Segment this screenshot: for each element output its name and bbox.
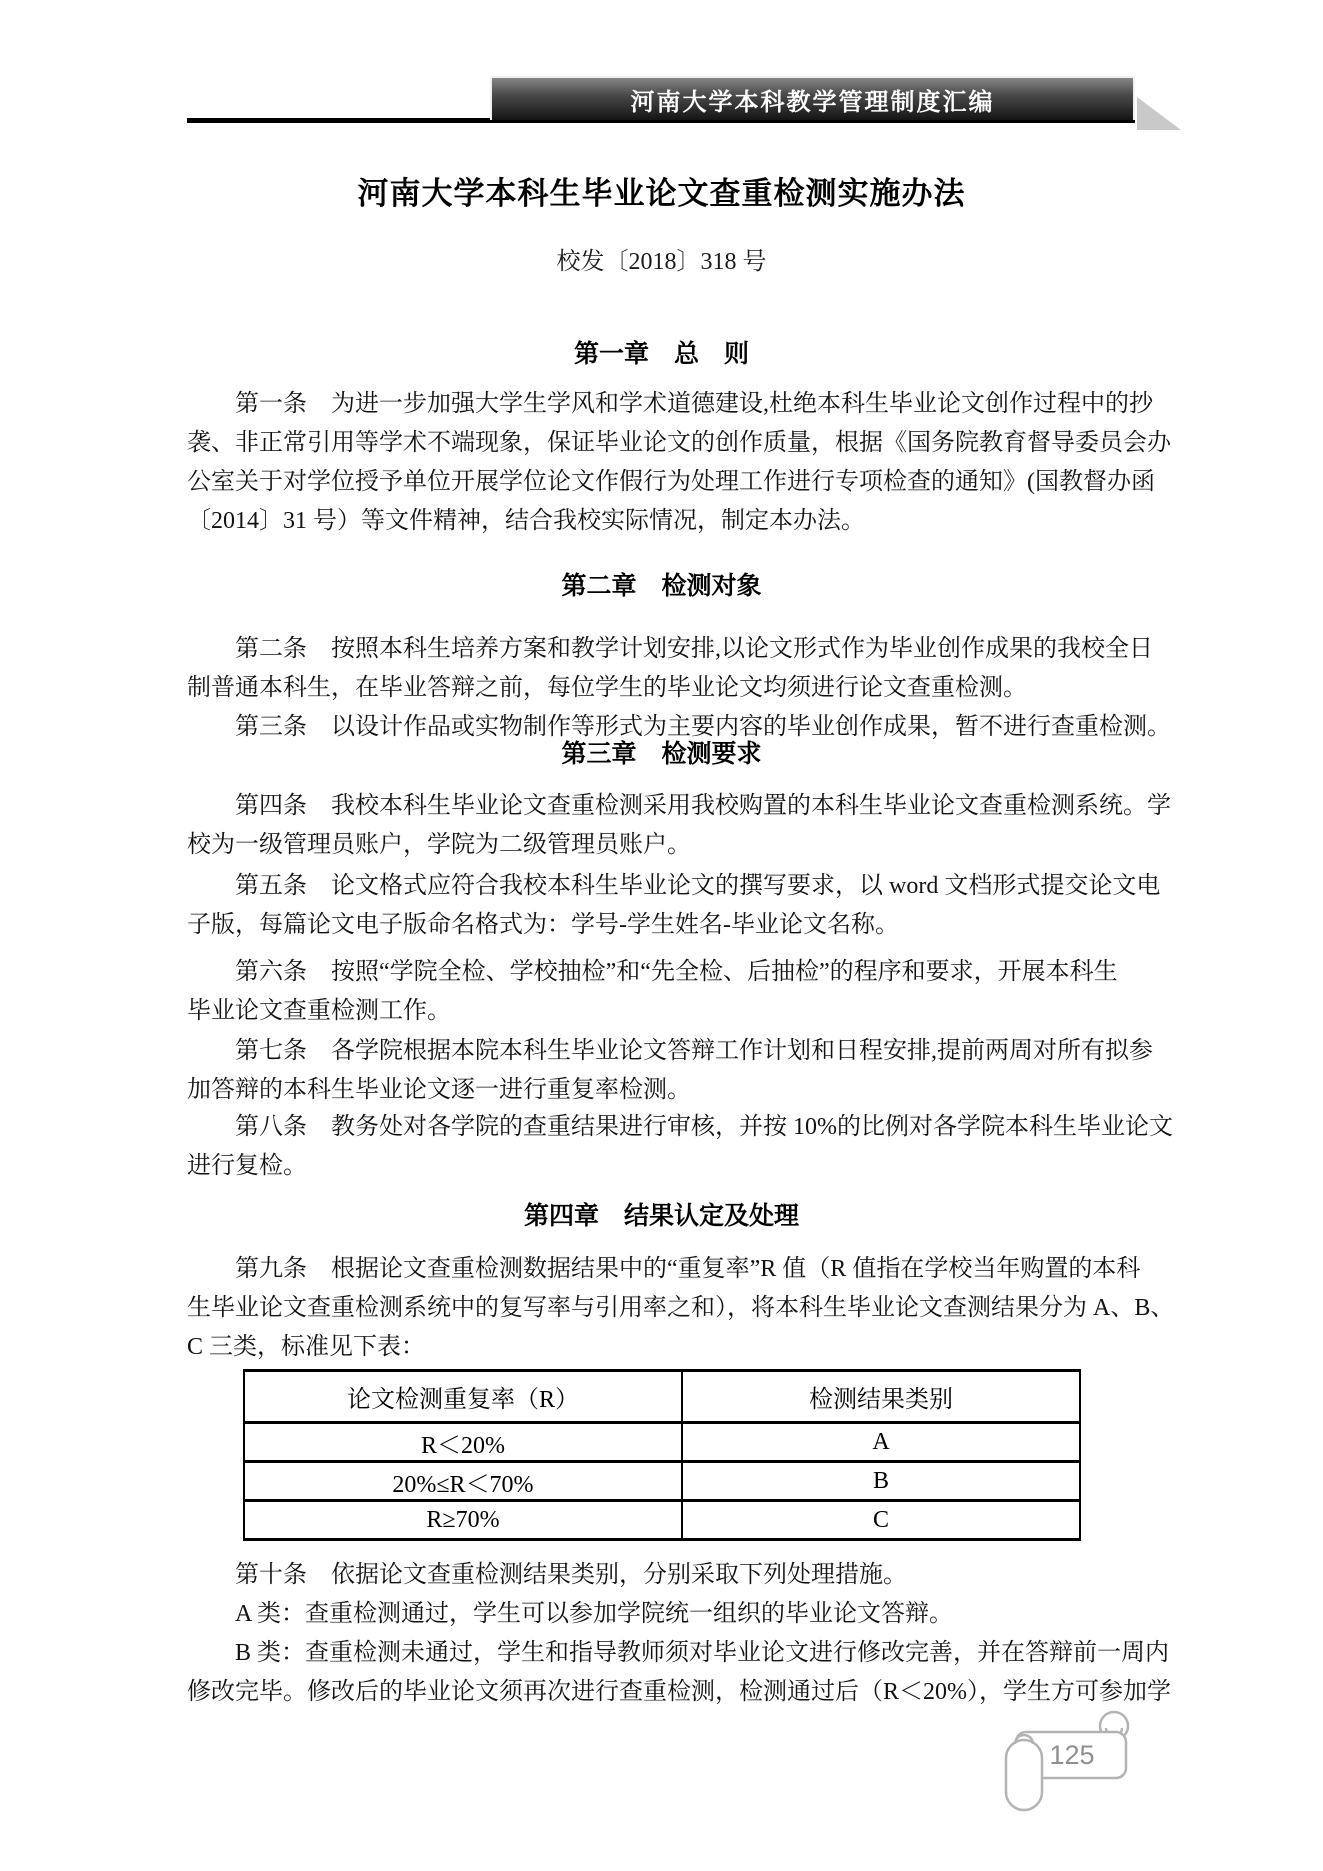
table-cell-rate: R≥70% bbox=[244, 1501, 682, 1540]
table-row bbox=[244, 1501, 1080, 1540]
table-cell-category: C bbox=[682, 1501, 1080, 1540]
table-row bbox=[244, 1423, 1080, 1462]
text-line: A 类：查重检测通过，学生可以参加学院统一组织的毕业论文答辩。 bbox=[235, 1601, 954, 1627]
text-line: 第八条 教务处对各学院的查重结果进行审核，并按 10%的比例对各学院本科生毕业论文 bbox=[235, 1114, 1173, 1140]
chapter-heading-2: 第二章 检测对象 bbox=[561, 572, 762, 600]
paragraph-article-2 bbox=[187, 630, 1187, 708]
text-line: 第三条 以设计作品或实物制作等形式为主要内容的毕业创作成果，暂不进行查重检测。 bbox=[235, 714, 1171, 740]
text-line: 第四条 我校本科生毕业论文查重检测采用我校购置的本科生毕业论文查重检测系统。学 bbox=[235, 793, 1171, 819]
paragraph-category-a bbox=[187, 1595, 1187, 1634]
paragraph-article-7 bbox=[187, 1032, 1187, 1110]
banner-title: 河南大学本科教学管理制度汇编 bbox=[630, 88, 995, 116]
text-line: 制普通本科生，在毕业答辩之前，每位学生的毕业论文均须进行论文查重检测。 bbox=[187, 675, 1027, 701]
paragraph-article-8 bbox=[187, 1108, 1187, 1186]
table-cell-rate: 20%≤R＜70% bbox=[244, 1462, 682, 1501]
text-line: 加答辩的本科生毕业论文逐一进行重复率检测。 bbox=[187, 1077, 691, 1103]
banner-corner-triangle bbox=[1137, 97, 1181, 130]
chapter-heading-3: 第三章 检测要求 bbox=[561, 740, 762, 768]
text-line: 公室关于对学位授予单位开展学位论文作假行为处理工作进行专项检查的通知》(国教督办函 bbox=[187, 469, 1155, 495]
table-header-result-category: 检测结果类别 bbox=[682, 1371, 1080, 1423]
text-line: 第一条 为进一步加强大学生学风和学术道德建设,杜绝本科生毕业论文创作过程中的抄 bbox=[235, 391, 1153, 417]
text-line: 第六条 按照“学院全检、学校抽检”和“先全检、后抽检”的程序和要求，开展本科生 bbox=[235, 959, 1118, 985]
page-number-scroll bbox=[1000, 1704, 1134, 1816]
table-row bbox=[244, 1462, 1080, 1501]
text-line: 〔2014〕31 号）等文件精神，结合我校实际情况，制定本办法。 bbox=[187, 508, 865, 534]
paragraph-article-4 bbox=[187, 787, 1187, 865]
table-cell-rate: R＜20% bbox=[244, 1423, 682, 1462]
text-line: 校为一级管理员账户，学院为二级管理员账户。 bbox=[187, 832, 691, 858]
text-line: 修改完毕。修改后的毕业论文须再次进行查重检测，检测通过后（R＜20%），学生方可参加学 bbox=[187, 1679, 1171, 1705]
paragraph-category-b bbox=[187, 1634, 1187, 1712]
table-header-row bbox=[244, 1371, 1080, 1423]
text-line: 生毕业论文查重检测系统中的复写率与引用率之和），将本科生毕业论文查测结果分为 A、B、 bbox=[187, 1295, 1175, 1321]
table-cell-category: A bbox=[682, 1423, 1080, 1462]
text-line: C 三类，标准见下表： bbox=[187, 1334, 426, 1360]
doc-number: 校发〔2018〕318 号 bbox=[556, 249, 767, 275]
text-line: B 类：查重检测未通过，学生和指导教师须对毕业论文进行修改完善，并在答辩前一周内 bbox=[235, 1640, 1170, 1666]
page-number: 125 bbox=[1049, 1740, 1095, 1770]
header-banner bbox=[490, 76, 1135, 120]
chapter-heading-4: 第四章 结果认定及处理 bbox=[523, 1202, 799, 1230]
page-title: 河南大学本科生毕业论文查重检测实施办法 bbox=[357, 176, 966, 211]
text-line: 子版，每篇论文电子版命名格式为：学号-学生姓名-毕业论文名称。 bbox=[187, 912, 899, 938]
text-line: 毕业论文查重检测工作。 bbox=[187, 998, 451, 1024]
table-cell-category: B bbox=[682, 1462, 1080, 1501]
text-line: 袭、非正常引用等学术不端现象，保证毕业论文的创作质量，根据《国务院教育督导委员会办 bbox=[187, 430, 1171, 456]
paragraph-article-10 bbox=[187, 1556, 1187, 1595]
table-header-repetition-rate: 论文检测重复率（R） bbox=[244, 1371, 682, 1423]
result-table bbox=[243, 1369, 1081, 1541]
text-line: 第五条 论文格式应符合我校本科生毕业论文的撰写要求，以 word 文档形式提交论文电 bbox=[235, 873, 1161, 899]
paragraph-article-6 bbox=[187, 953, 1187, 1031]
text-line: 第九条 根据论文查重检测数据结果中的“重复率”R 值（R 值指在学校当年购置的本科 bbox=[235, 1256, 1141, 1282]
text-line: 进行复检。 bbox=[187, 1153, 307, 1179]
chapter-heading-1: 第一章 总 则 bbox=[573, 340, 749, 368]
text-line: 第二条 按照本科生培养方案和教学计划安排,以论文形式作为毕业创作成果的我校全日 bbox=[235, 636, 1153, 662]
paragraph-article-1 bbox=[187, 385, 1187, 541]
paragraph-article-9 bbox=[187, 1250, 1187, 1367]
text-line: 第十条 依据论文查重检测结果类别，分别采取下列处理措施。 bbox=[235, 1562, 907, 1588]
text-line: 第七条 各学院根据本院本科生毕业论文答辩工作计划和日程安排,提前两周对所有拟参 bbox=[235, 1038, 1153, 1064]
paragraph-article-5 bbox=[187, 867, 1187, 945]
